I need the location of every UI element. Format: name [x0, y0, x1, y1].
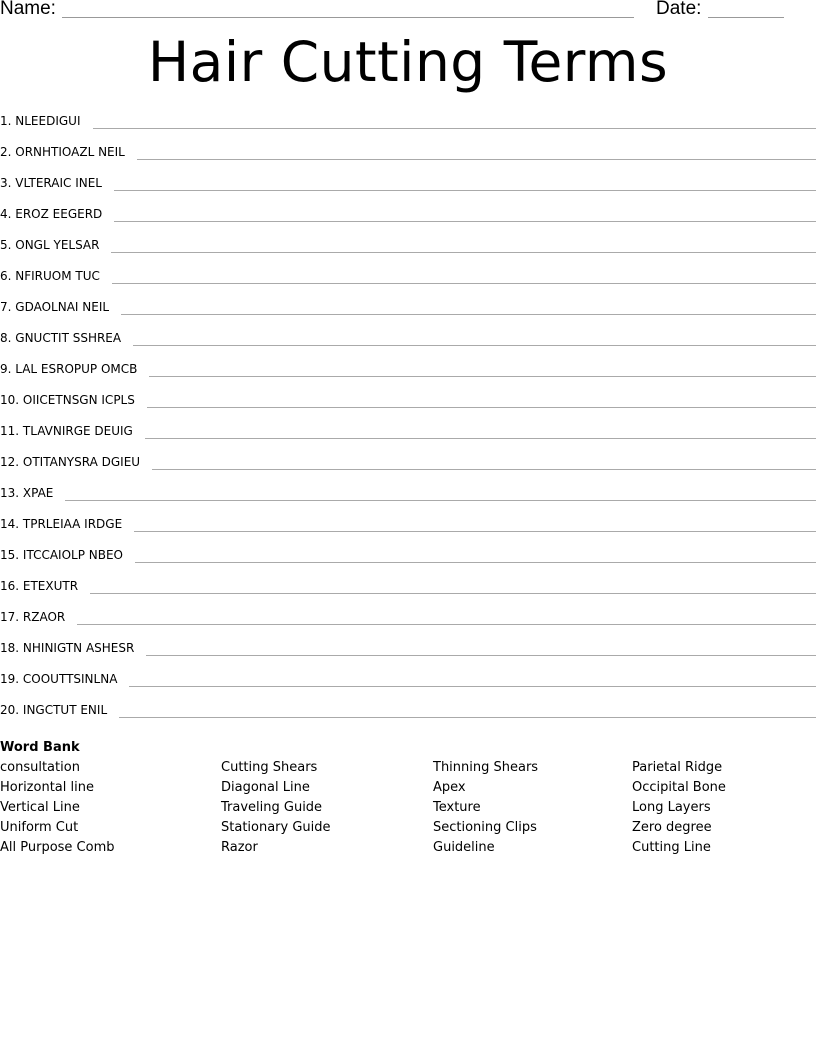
word-bank-column [632, 758, 726, 858]
scrambled-word: 14. TPRLEIAA IRDGE [0, 517, 123, 531]
question-row [0, 360, 816, 391]
answer-line[interactable] [129, 686, 816, 687]
answer-line[interactable] [145, 438, 816, 439]
scrambled-word: 7. GDAOLNAI NEIL [0, 300, 110, 314]
answer-line[interactable] [135, 562, 816, 563]
question-row [0, 174, 816, 205]
question-row [0, 298, 816, 329]
question-row [0, 484, 816, 515]
word-bank-item: Long Layers [632, 800, 711, 815]
word-bank-item: Texture [433, 800, 481, 815]
word-bank-item: Stationary Guide [221, 820, 331, 835]
word-bank-title: Word Bank [0, 740, 80, 755]
word-bank-item: Guideline [433, 840, 495, 855]
question-row [0, 546, 816, 577]
scrambled-word: 13. XPAE [0, 486, 54, 500]
word-bank-item: Razor [221, 840, 258, 855]
name-field-line[interactable] [62, 17, 634, 18]
answer-line[interactable] [133, 345, 816, 346]
scrambled-word: 16. ETEXUTR [0, 579, 79, 593]
scrambled-word: 10. OIICETNSGN ICPLS [0, 393, 135, 407]
page-title: Hair Cutting Terms [147, 30, 669, 94]
word-bank [0, 738, 816, 858]
date-label: Date: [656, 0, 702, 19]
question-row [0, 329, 816, 360]
scrambled-word: 15. ITCCAIOLP NBEO [0, 548, 123, 562]
answer-line[interactable] [65, 500, 816, 501]
question-row [0, 205, 816, 236]
question-row [0, 577, 816, 608]
scrambled-word: 9. LAL ESROPUP OMCB [0, 362, 138, 376]
scrambled-word: 2. ORNHTIOAZL NEIL [0, 145, 125, 159]
question-row [0, 422, 816, 453]
word-bank-item: Thinning Shears [433, 760, 539, 775]
word-bank-item: Cutting Line [632, 840, 711, 855]
answer-line[interactable] [121, 314, 816, 315]
name-label: Name: [0, 0, 56, 19]
word-bank-column [433, 758, 538, 858]
answer-line[interactable] [112, 283, 816, 284]
scrambled-word: 8. GNUCTIT SSHREA [0, 331, 122, 345]
date-field-line[interactable] [708, 17, 784, 18]
answer-line[interactable] [152, 469, 816, 470]
scrambled-word: 20. INGCTUT ENIL [0, 703, 108, 717]
word-bank-item: Parietal Ridge [632, 760, 723, 775]
scrambled-word: 4. EROZ EEGERD [0, 207, 103, 221]
question-row [0, 236, 816, 267]
word-bank-item: Horizontal line [0, 780, 94, 795]
word-bank-item: Apex [433, 780, 466, 795]
word-bank-item: Vertical Line [0, 800, 80, 815]
word-bank-column [0, 758, 115, 858]
scrambled-word: 18. NHINIGTN ASHESR [0, 641, 135, 655]
word-bank-item: Occipital Bone [632, 780, 726, 795]
question-row [0, 515, 816, 546]
question-row [0, 267, 816, 298]
answer-line[interactable] [134, 531, 816, 532]
word-bank-item: Zero degree [632, 820, 712, 835]
answer-line[interactable] [147, 407, 816, 408]
word-bank-item: All Purpose Comb [0, 840, 115, 855]
answer-line[interactable] [114, 221, 816, 222]
word-bank-item: consultation [0, 760, 80, 775]
scrambled-word: 5. ONGL YELSAR [0, 238, 100, 252]
worksheet-header [0, 0, 816, 24]
answer-line[interactable] [111, 252, 816, 253]
word-bank-item: Traveling Guide [221, 800, 323, 815]
scrambled-word: 6. NFIRUOM TUC [0, 269, 100, 283]
word-bank-column [221, 758, 331, 858]
question-row [0, 143, 816, 174]
word-bank-item: Cutting Shears [221, 760, 318, 775]
word-bank-item: Diagonal Line [221, 780, 310, 795]
scrambled-word: 17. RZAOR [0, 610, 66, 624]
word-bank-item: Uniform Cut [0, 820, 79, 835]
question-row [0, 701, 816, 732]
answer-line[interactable] [77, 624, 816, 625]
question-row [0, 112, 816, 143]
question-row [0, 670, 816, 701]
question-row [0, 391, 816, 422]
scrambled-word: 19. COOUTTSINLNA [0, 672, 118, 686]
scrambled-word: 3. VLTERAIC INEL [0, 176, 102, 190]
answer-line[interactable] [90, 593, 816, 594]
scrambled-word: 1. NLEEDIGUI [0, 114, 81, 128]
answer-line[interactable] [119, 717, 816, 718]
answer-line[interactable] [146, 655, 816, 656]
question-row [0, 608, 816, 639]
word-bank-grid [0, 758, 816, 858]
answer-line[interactable] [114, 190, 816, 191]
word-bank-item: Sectioning Clips [433, 820, 537, 835]
question-row [0, 453, 816, 484]
scrambled-word: 11. TLAVNIRGE DEUIG [0, 424, 133, 438]
answer-line[interactable] [93, 128, 816, 129]
answer-line[interactable] [137, 159, 816, 160]
question-row [0, 639, 816, 670]
answer-line[interactable] [149, 376, 816, 377]
question-list [0, 112, 816, 732]
scrambled-word: 12. OTITANYSRA DGIEU [0, 455, 141, 469]
